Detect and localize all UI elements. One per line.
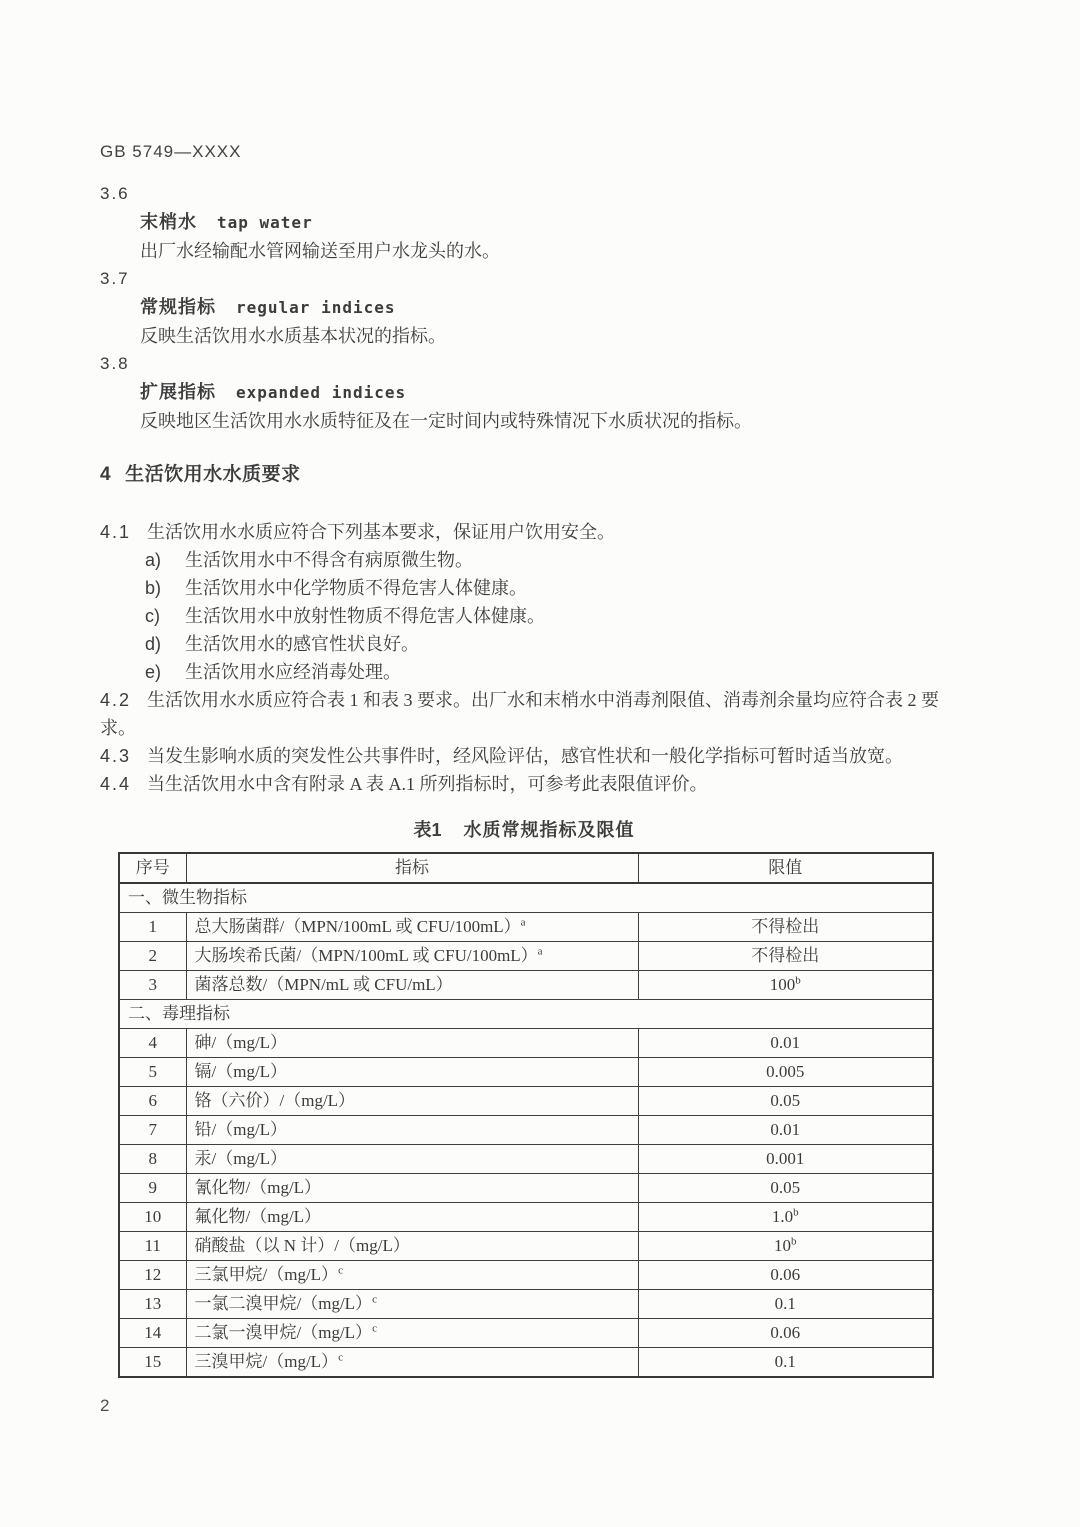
list-item-text: 生活饮用水应经消毒处理。: [185, 662, 401, 682]
row-number-cell: 10: [119, 1203, 186, 1232]
limit-cell: 1.0$^b$: [638, 1203, 933, 1232]
row-number-cell: 3: [119, 971, 186, 1000]
term-name-en: regular indices: [236, 298, 396, 317]
indicator-cell: 菌落总数/（MPN/mL 或 CFU/mL）: [186, 971, 638, 1000]
list-item-label: b): [145, 578, 162, 598]
footnote-marker: b: [795, 974, 801, 987]
clause-text: 当生活饮用水中含有附录 A 表 A.1 所列指标时，可参考此表限值评价。: [147, 774, 708, 794]
indicator-cell: 三溴甲烷$/(mg/L)^c$: [186, 1348, 638, 1378]
table-section-label: 二、毒理指标: [119, 1000, 933, 1029]
list-item: [145, 546, 948, 574]
table1-body: [119, 883, 933, 1377]
clause-number: 3.7: [100, 269, 130, 288]
list-item-label: a): [145, 550, 162, 570]
footnote-marker: c: [372, 1322, 377, 1335]
column-header-no: 序号: [119, 853, 186, 883]
row-number-cell: 9: [119, 1174, 186, 1203]
row-number-cell: 15: [119, 1348, 186, 1378]
list-item-text: 生活饮用水的感官性状良好。: [185, 634, 419, 654]
requirement-list: [100, 546, 948, 686]
term-block-3-6: [100, 180, 948, 265]
table-row: [119, 1174, 933, 1203]
clause-number: 3.6: [100, 184, 130, 203]
table-row: [119, 1087, 933, 1116]
indicator-cell: 铬（六价）/（mg/L）: [186, 1087, 638, 1116]
term-name-zh: 末梢水: [140, 212, 197, 232]
clause-number: 4.2: [100, 690, 132, 710]
clause-number: 3.8: [100, 354, 130, 373]
clause-4-1: [100, 518, 948, 546]
row-number-cell: 4: [119, 1029, 186, 1058]
row-number-cell: 13: [119, 1290, 186, 1319]
page-number: 2: [100, 1396, 110, 1415]
section-4-heading: [100, 461, 948, 489]
indicator-cell: 总大肠菌群/（MPN/100mL 或 CFU/100mL）$^a$: [186, 913, 638, 942]
list-item-text: 生活饮用水中放射性物质不得危害人体健康。: [185, 606, 545, 626]
table1-title: [100, 816, 948, 844]
table-row: [119, 1029, 933, 1058]
clause-text: 生活饮用水水质应符合下列基本要求，保证用户饮用安全。: [147, 522, 616, 542]
table1: [118, 852, 934, 1378]
limit-cell: 0.005: [638, 1058, 933, 1087]
indicator-cell: 三氯甲烷$/(mg/L)^c$: [186, 1261, 638, 1290]
table-row: [119, 1058, 933, 1087]
clause-text: 当发生影响水质的突发性公共事件时，经风险评估，感官性状和一般化学指标可暂时适当放宽。: [147, 746, 904, 766]
limit-cell: 0.001: [638, 1145, 933, 1174]
list-item: [145, 574, 948, 602]
row-number-cell: 11: [119, 1232, 186, 1261]
limit-cell: 0.05: [638, 1087, 933, 1116]
table-row: [119, 1203, 933, 1232]
standard-code: GB 5749—XXXX: [100, 142, 242, 161]
row-number-cell: 8: [119, 1145, 186, 1174]
limit-cell: 0.01: [638, 1116, 933, 1145]
table-row: [119, 1348, 933, 1378]
clause-4-2: [100, 686, 948, 742]
limit-cell: 10$^b$: [638, 1232, 933, 1261]
row-number-cell: 12: [119, 1261, 186, 1290]
indicator-cell: 铅/（mg/L）: [186, 1116, 638, 1145]
table-section-label: 一、微生物指标: [119, 883, 933, 913]
limit-cell: 0.1: [638, 1348, 933, 1378]
table-header-row: [119, 853, 933, 883]
term-name-en: expanded indices: [236, 383, 407, 402]
list-item: [145, 658, 948, 686]
limit-cell: 不得检出: [638, 913, 933, 942]
list-item-label: c): [145, 606, 160, 626]
table-row: [119, 1319, 933, 1348]
footnote-marker: c: [372, 1293, 377, 1306]
limit-cell: 0.06: [638, 1319, 933, 1348]
limit-cell: 0.05: [638, 1174, 933, 1203]
term-definition: 反映生活饮用水水质基本状况的指标。: [140, 326, 446, 346]
term-name-zh: 常规指标: [140, 297, 216, 317]
table-section-row: [119, 883, 933, 913]
indicator-cell: 砷/（mg/L）: [186, 1029, 638, 1058]
term-name-zh: 扩展指标: [140, 382, 216, 402]
table-row: [119, 913, 933, 942]
table-row: [119, 1232, 933, 1261]
list-item: [145, 602, 948, 630]
page-content: [100, 138, 948, 1378]
clause-number: 4.3: [100, 746, 132, 766]
indicator-cell: 大肠埃希氏菌/（MPN/100mL 或 CFU/100mL）$^a$: [186, 942, 638, 971]
row-number-cell: 14: [119, 1319, 186, 1348]
clause-4-3: [100, 742, 948, 770]
list-item-label: d): [145, 634, 162, 654]
limit-cell: 0.1: [638, 1290, 933, 1319]
list-item-text: 生活饮用水中化学物质不得危害人体健康。: [185, 578, 527, 598]
indicator-cell: 二氯一溴甲烷$/(mg/L)^c$: [186, 1319, 638, 1348]
clause-number: 4.4: [100, 774, 132, 794]
indicator-cell: 氰化物/（mg/L）: [186, 1174, 638, 1203]
table-row: [119, 1290, 933, 1319]
list-item-label: e): [145, 662, 162, 682]
limit-cell: 100$^b$: [638, 971, 933, 1000]
column-header-limit: 限值: [638, 853, 933, 883]
table1-title-label: 表1: [413, 820, 442, 840]
limit-cell: 0.01: [638, 1029, 933, 1058]
footnote-marker: a: [520, 916, 526, 929]
term-definition: 反映地区生活饮用水水质特征及在一定时间内或特殊情况下水质状况的指标。: [140, 411, 752, 431]
limit-cell: 不得检出: [638, 942, 933, 971]
row-number-cell: 2: [119, 942, 186, 971]
row-number-cell: 7: [119, 1116, 186, 1145]
indicator-cell: 镉/（mg/L）: [186, 1058, 638, 1087]
column-header-indicator: 指标: [186, 853, 638, 883]
table-row: [119, 1116, 933, 1145]
section-number: 4: [100, 464, 112, 485]
section-title: 生活饮用水水质要求: [125, 464, 301, 485]
row-number-cell: 5: [119, 1058, 186, 1087]
term-name-en: tap water: [217, 213, 313, 232]
clause-text: 生活饮用水水质应符合表 1 和表 3 要求。出厂水和末梢水中消毒剂限值、消毒剂余量均应符合表 2 要求。: [100, 690, 940, 738]
footnote-marker: b: [793, 1206, 799, 1219]
table-row: [119, 1145, 933, 1174]
clause-number: 4.1: [100, 522, 132, 542]
table-row: [119, 1261, 933, 1290]
clause-4-4: [100, 770, 948, 798]
term-block-3-7: [100, 265, 948, 350]
indicator-cell: 硝酸盐（以 N 计）/（mg/L）: [186, 1232, 638, 1261]
row-number-cell: 1: [119, 913, 186, 942]
table-row: [119, 942, 933, 971]
table-section-row: [119, 1000, 933, 1029]
limit-cell: 0.06: [638, 1261, 933, 1290]
term-definition: 出厂水经输配水管网输送至用户水龙头的水。: [140, 241, 500, 261]
list-item: [145, 630, 948, 658]
table1-title-text: 水质常规指标及限值: [463, 820, 635, 840]
indicator-cell: 一氯二溴甲烷$/(mg/L)^c$: [186, 1290, 638, 1319]
list-item-text: 生活饮用水中不得含有病原微生物。: [185, 550, 473, 570]
term-block-3-8: [100, 350, 948, 435]
footnote-marker: b: [791, 1235, 797, 1248]
table-row: [119, 971, 933, 1000]
footnote-marker: c: [338, 1264, 343, 1277]
footnote-marker: a: [537, 945, 543, 958]
indicator-cell: 汞/（mg/L）: [186, 1145, 638, 1174]
indicator-cell: 氟化物/（mg/L）: [186, 1203, 638, 1232]
row-number-cell: 6: [119, 1087, 186, 1116]
footnote-marker: c: [338, 1351, 343, 1364]
